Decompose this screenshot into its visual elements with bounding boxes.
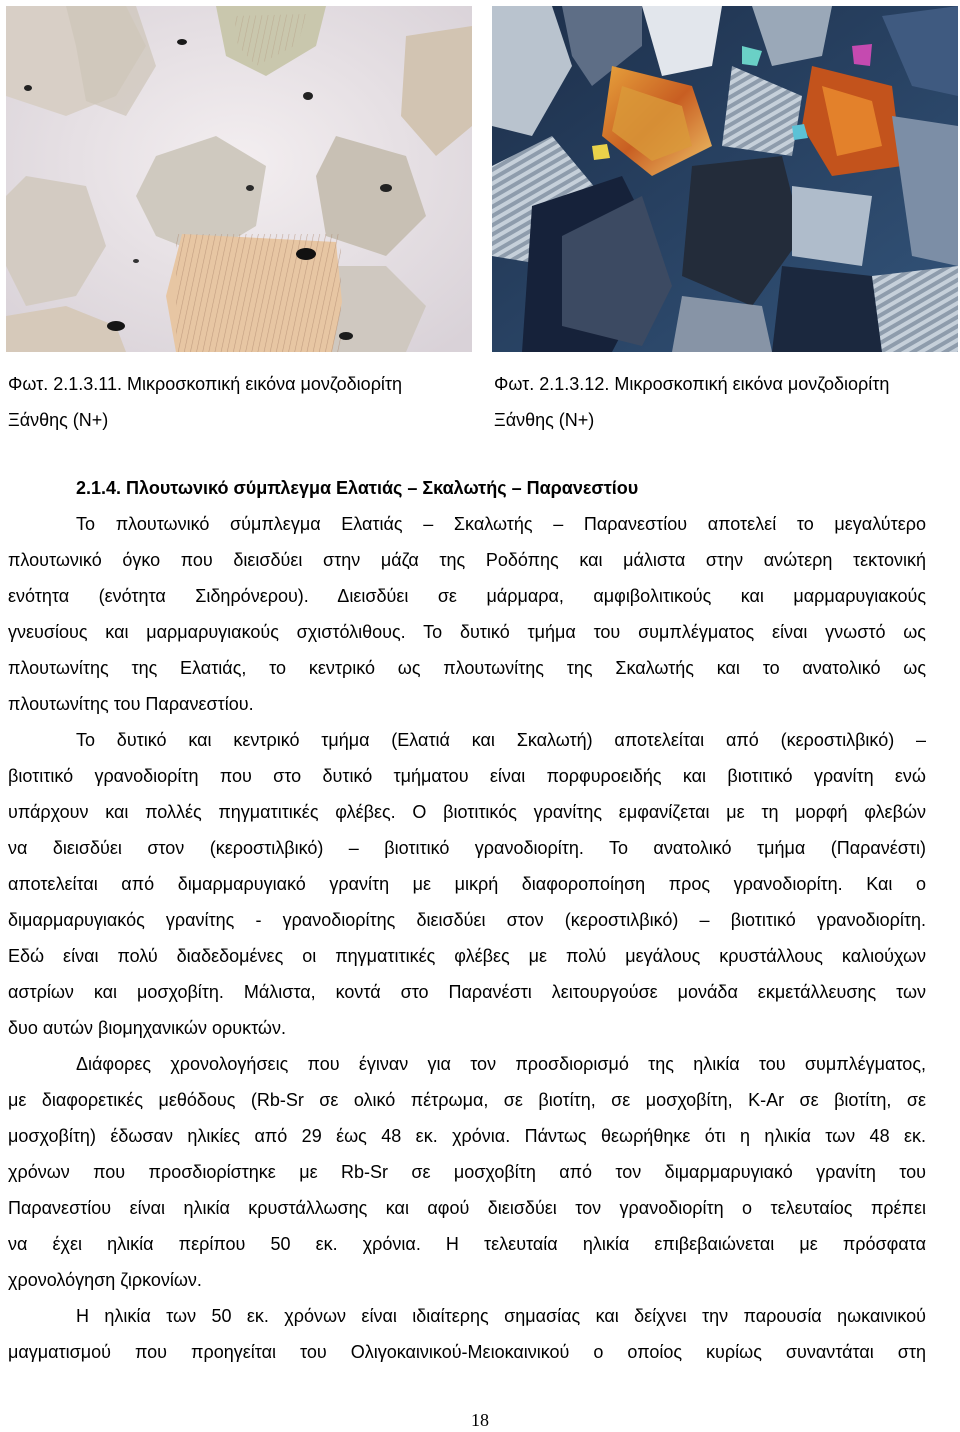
body-line: Το δυτικό και κεντρικό τμήμα (Ελατιά και Σκαλωτή) αποτελείται από (κεροστιλβικό) –	[76, 730, 926, 750]
figure-caption-right	[494, 366, 960, 438]
body-line: αστρίων και μοσχοβίτη. Μάλιστα, κοντά στο Παρανέστι λειτουργούσε μονάδα εκμετάλλευσης των	[8, 982, 926, 1002]
body-line: αποτελείται από διμαρμαρυγιακό γρανίτη με μικρή διαφοροποίηση προς γρανοδιορίτη. Και ο	[8, 874, 926, 894]
body-line: Διάφορες χρονολογήσεις που έγιναν για τον προσδιορισμό της ηλικία του συμπλέγματος,	[76, 1054, 926, 1074]
body-line: Η ηλικία των 50 εκ. χρόνων είναι ιδιαίτερης σημασίας και δείχνει την παρουσία ηωκαινικού	[76, 1306, 926, 1326]
body-line: χρονολόγηση ζιρκονίων.	[8, 1270, 202, 1290]
caption-line: Ξάνθης (Ν+)	[494, 410, 595, 430]
body-line: ενότητα (ενότητα Σιδηρόνερου). Διεισδύει σε μάρμαρα, αμφιβολιτικούς και μαρμαρυγιακούς	[8, 586, 926, 606]
body-line: υπάρχουν και πολλές πηγματιτικές φλέβες. Ο βιοτιτικός γρανίτης εμφανίζεται με τη μορφή φλεβών	[8, 802, 926, 822]
body-line: διμαρμαρυγιακός γρανίτης - γρανοδιορίτης διεισδύει στον (κεροστιλβικό) – βιοτιτικό γρανοδιορίτη.	[8, 910, 926, 930]
body-line: να διεισδύει στον (κεροστιλβικό) – βιοτιτικό γρανοδιορίτη. Το ανατολικό τμήμα (Παρανέστι)	[8, 838, 926, 858]
section-title: 2.1.4. Πλουτωνικό σύμπλεγμα Ελατιάς – Σκαλωτής – Παρανεστίου	[76, 478, 639, 498]
body-line: πλουτωνίτης της Ελατιάς, το κεντρικό ως πλουτωνίτης της Σκαλωτής και το ανατολικό ως	[8, 658, 926, 678]
photomicrograph-right	[492, 6, 958, 352]
page-number: 18	[471, 1410, 489, 1430]
body-line: βιοτιτικό γρανοδιορίτη που στο δυτικό τμήματου είναι πορφυροειδής και βιοτιτικό γρανίτη ενώ	[8, 766, 926, 786]
caption-line: Φωτ. 2.1.3.11. Μικροσκοπική εικόνα μονζοδιορίτη	[8, 374, 403, 394]
body-line: γνευσίους και μαρμαρυγιακούς σχιστόλιθους. Το δυτικό τμήμα του συμπλέγματος είναι γνωστό ως	[8, 622, 926, 642]
body-line: Παρανεστίου είναι ηλικία κρυστάλλωσης και αφού διεισδύει τον γρανοδιορίτη ο τελευταίος πρέπει	[8, 1198, 926, 1218]
photomicrograph-left	[6, 6, 472, 352]
caption-line: Φωτ. 2.1.3.12. Μικροσκοπική εικόνα μονζοδιορίτη	[494, 374, 890, 394]
body-line: με διαφορετικές μεθόδους (Rb-Sr σε ολικό πέτρωμα, σε βιοτίτη, σε μοσχοβίτη, K-Ar σε βιοτίτη, σε	[8, 1090, 926, 1110]
body-line: μοσχοβίτη) έδωσαν ηλικίες από 29 έως 48 εκ. χρόνια. Πάντως θεωρήθηκε ότι η ηλικία των 48 εκ.	[8, 1126, 926, 1146]
body-line: πλουτωνίτης του Παρανεστίου.	[8, 694, 254, 714]
body-line: μαγματισμού που προηγείται του Ολιγοκαινικού-Μειοκαινικού ο οποίος κυρίως συναντάται στη	[8, 1342, 926, 1362]
caption-line: Ξάνθης (Ν+)	[8, 410, 109, 430]
body-line: χρόνων που προσδιορίστηκε με Rb-Sr σε μοσχοβίτη από τον διμαρμαρυγιακό γρανίτη του	[8, 1162, 926, 1182]
body-line: δυο αυτών βιομηχανικών ορυκτών.	[8, 1018, 286, 1038]
body-line: Εδώ είναι πολύ διαδεδομένες οι πηγματιτικές φλέβες με πολύ μεγάλους κρυστάλλους καλιούχων	[8, 946, 926, 966]
body-line: πλουτωνικό όγκο που διεισδύει στην μάζα της Ροδόπης και μάλιστα στην ανώτερη τεκτονική	[8, 550, 926, 570]
body-line: Το πλουτωνικό σύμπλεγμα Ελατιάς – Σκαλωτής – Παρανεστίου αποτελεί το μεγαλύτερο	[76, 514, 926, 534]
figure-caption-left	[8, 366, 480, 438]
body-line: να έχει ηλικία περίπου 50 εκ. χρόνια. Η τελευταία ηλικία επιβεβαιώνεται με πρόσφατα	[8, 1234, 926, 1254]
